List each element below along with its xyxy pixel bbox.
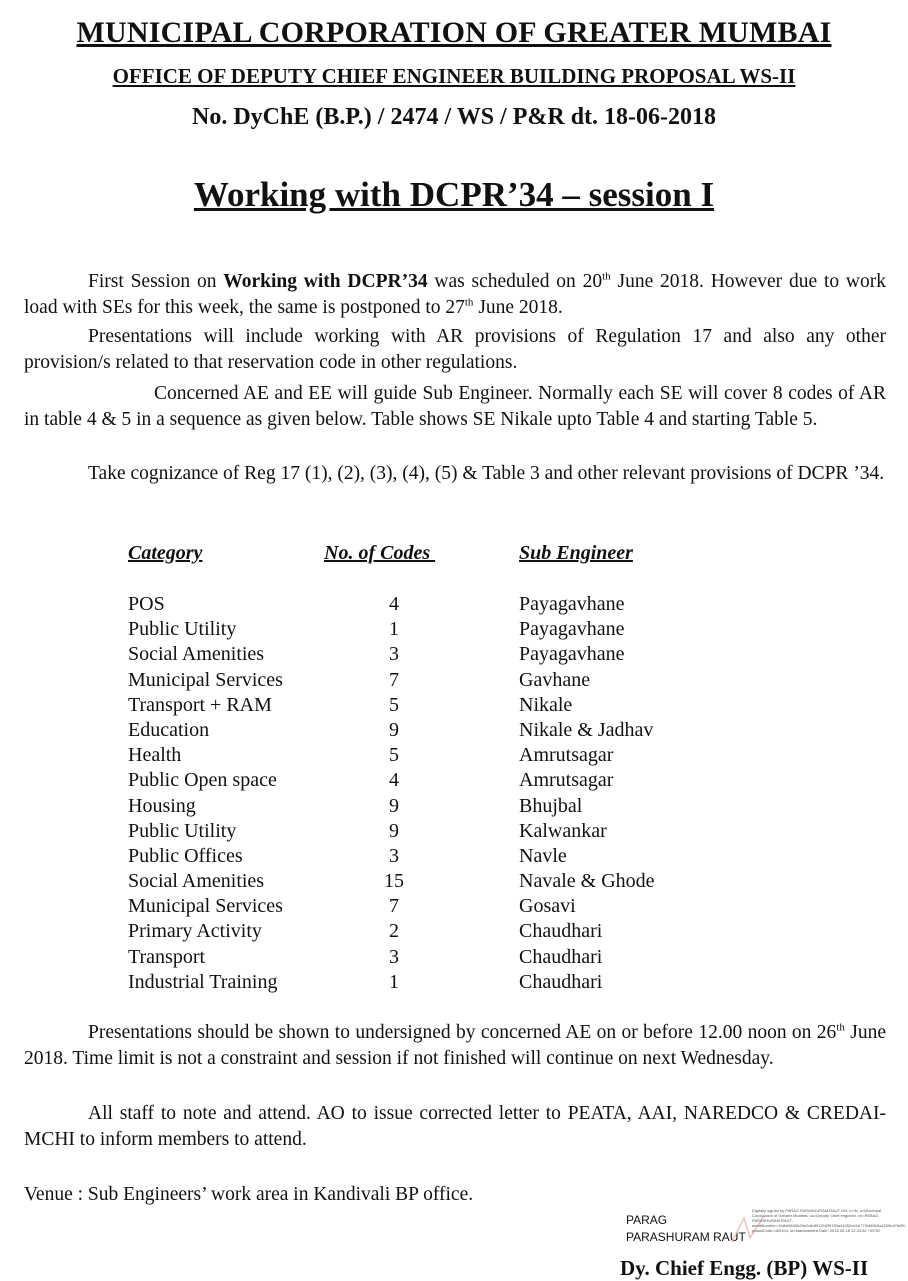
table-row: [0, 592, 908, 617]
table-row: [0, 945, 908, 970]
table-row: [0, 970, 908, 995]
table-row: [0, 869, 908, 894]
category-cell: Social Amenities: [128, 643, 265, 666]
sub-engineer-cell: Chaudhari: [519, 920, 603, 943]
reference-number: No. DyChE (B.P.) / 2474 / WS / P&R dt. 18-06-2018: [191, 104, 717, 130]
paragraph-staff-note: All staff to note and attend. AO to issue corrected letter to PEATA, AAI, NAREDCO & CREDAI-MCHI to inform members to attend.: [24, 1103, 886, 1150]
signer-first-name: PARAG: [626, 1213, 668, 1227]
codes-cell: 2: [389, 920, 399, 943]
venue-line: Venue : Sub Engineers’ work area in Kandivali BP office.: [24, 1184, 474, 1205]
table-row: [0, 617, 908, 642]
codes-cell: 3: [389, 844, 399, 867]
category-cell: Industrial Training: [128, 970, 278, 993]
codes-cell: 1: [389, 618, 399, 641]
codes-cell: 5: [389, 693, 399, 716]
codes-cell: 1: [389, 970, 399, 993]
sub-engineer-cell: Chaudhari: [519, 945, 603, 968]
codes-cell: 7: [389, 895, 399, 918]
codes-cell: 7: [389, 668, 399, 691]
category-cell: Public Utility: [128, 618, 237, 641]
category-cell: Public Open space: [128, 769, 277, 792]
category-cell: Municipal Services: [128, 668, 283, 691]
sub-engineer-cell: Bhujbal: [519, 794, 583, 817]
paragraph-deadline: Presentations should be shown to undersigned by concerned AE on or before 12.00 noon on 26th June 2018. Time limit is not a constraint and session if not finished will continue on next Wednesday.: [24, 1021, 886, 1069]
table-row: [0, 642, 908, 667]
paragraph-guidance: Concerned AE and EE will guide Sub Engineer. Normally each SE will cover 8 codes of AR in table 4 & 5 in a sequence as given below. Table shows SE Nikale upto Table 4 and starting Table 5.: [24, 383, 886, 430]
signer-designation: Dy. Chief Engg. (BP) WS-II: [620, 1256, 869, 1280]
table-row: [0, 743, 908, 768]
digital-signature-stamp: Digitally signed by PARAG PARASHURAM RAUT DN: c=IN, o=Municipal Corporation of Greater Mumbai, ou=Deputy Chief engineer, cn=PARAG PARASHURAM RAUT, serialNumber=1fd6e5840b29e2c8d6f17fd2f9783a44262d41b77f2d85b5a4205b47fe85, postalCode=400104, st=Maharashtra Date: 2018.06.18 12:33:52 +05'30': [752, 1208, 906, 1233]
category-cell: Education: [128, 718, 210, 741]
paragraph-cognizance: Take cognizance of Reg 17 (1), (2), (3), (4), (5) & Table 3 and other relevant provisions of DCPR ’34.: [88, 463, 885, 484]
table-row: [0, 894, 908, 919]
table-row: [0, 844, 908, 869]
assignment-table: [0, 592, 908, 995]
table-row: [0, 718, 908, 743]
codes-cell: 3: [389, 643, 399, 666]
sub-engineer-cell: Navale & Ghode: [519, 870, 655, 893]
table-row: [0, 693, 908, 718]
category-cell: Transport + RAM: [128, 693, 272, 716]
category-cell: Municipal Services: [128, 895, 283, 918]
category-cell: Health: [128, 744, 182, 767]
codes-cell: 3: [389, 945, 399, 968]
sub-engineer-cell: Chaudhari: [519, 970, 603, 993]
sub-engineer-cell: Gosavi: [519, 895, 576, 918]
sub-engineer-cell: Payagavhane: [519, 618, 625, 641]
sub-engineer-cell: Payagavhane: [519, 593, 625, 615]
signer-full-name: PARASHURAM RAUT: [626, 1230, 746, 1244]
codes-cell: 4: [389, 769, 399, 792]
category-cell: Transport: [128, 945, 206, 968]
sub-engineer-cell: Nikale & Jadhav: [519, 718, 654, 741]
sub-engineer-cell: Gavhane: [519, 668, 591, 691]
table-header-sub-engineer: Sub Engineer: [519, 542, 633, 564]
category-cell: Public Offices: [128, 844, 243, 867]
codes-cell: 4: [389, 593, 399, 615]
codes-cell: 9: [389, 819, 399, 842]
sub-engineer-cell: Nikale: [519, 693, 573, 716]
sub-engineer-cell: Amrutsagar: [519, 769, 614, 792]
category-cell: Housing: [128, 794, 196, 817]
sub-engineer-cell: Kalwankar: [519, 819, 607, 842]
table-header-codes: No. of Codes: [324, 542, 436, 564]
document-title: Working with DCPR’34 – session I: [193, 175, 715, 214]
category-cell: Public Utility: [128, 819, 237, 842]
category-cell: POS: [128, 593, 165, 615]
codes-cell: 9: [389, 794, 399, 817]
table-row: [0, 794, 908, 819]
table-row: [0, 768, 908, 793]
table-header-category: Category: [128, 542, 203, 564]
sub-engineer-cell: Payagavhane: [519, 643, 625, 666]
organization-heading: MUNICIPAL CORPORATION OF GREATER MUMBAI: [76, 16, 832, 49]
codes-cell: 15: [384, 870, 404, 893]
category-cell: Primary Activity: [128, 920, 262, 943]
table-row: [0, 819, 908, 844]
category-cell: Social Amenities: [128, 870, 265, 893]
sub-engineer-cell: Amrutsagar: [519, 744, 614, 767]
office-heading: OFFICE OF DEPUTY CHIEF ENGINEER BUILDING PROPOSAL WS-II: [112, 64, 796, 88]
paragraph-session-schedule: First Session on Working with DCPR’34 was scheduled on 20th June 2018. However due to work load with SEs for this week, the same is postponed to 27th June 2018.: [24, 270, 886, 318]
table-row: [0, 668, 908, 693]
codes-cell: 9: [389, 718, 399, 741]
sub-engineer-cell: Navle: [519, 844, 567, 867]
table-row: [0, 919, 908, 944]
paragraph-presentations: Presentations will include working with AR provisions of Regulation 17 and also any other provision/s related to that reservation code in other regulations.: [24, 326, 886, 373]
codes-cell: 5: [389, 744, 399, 767]
